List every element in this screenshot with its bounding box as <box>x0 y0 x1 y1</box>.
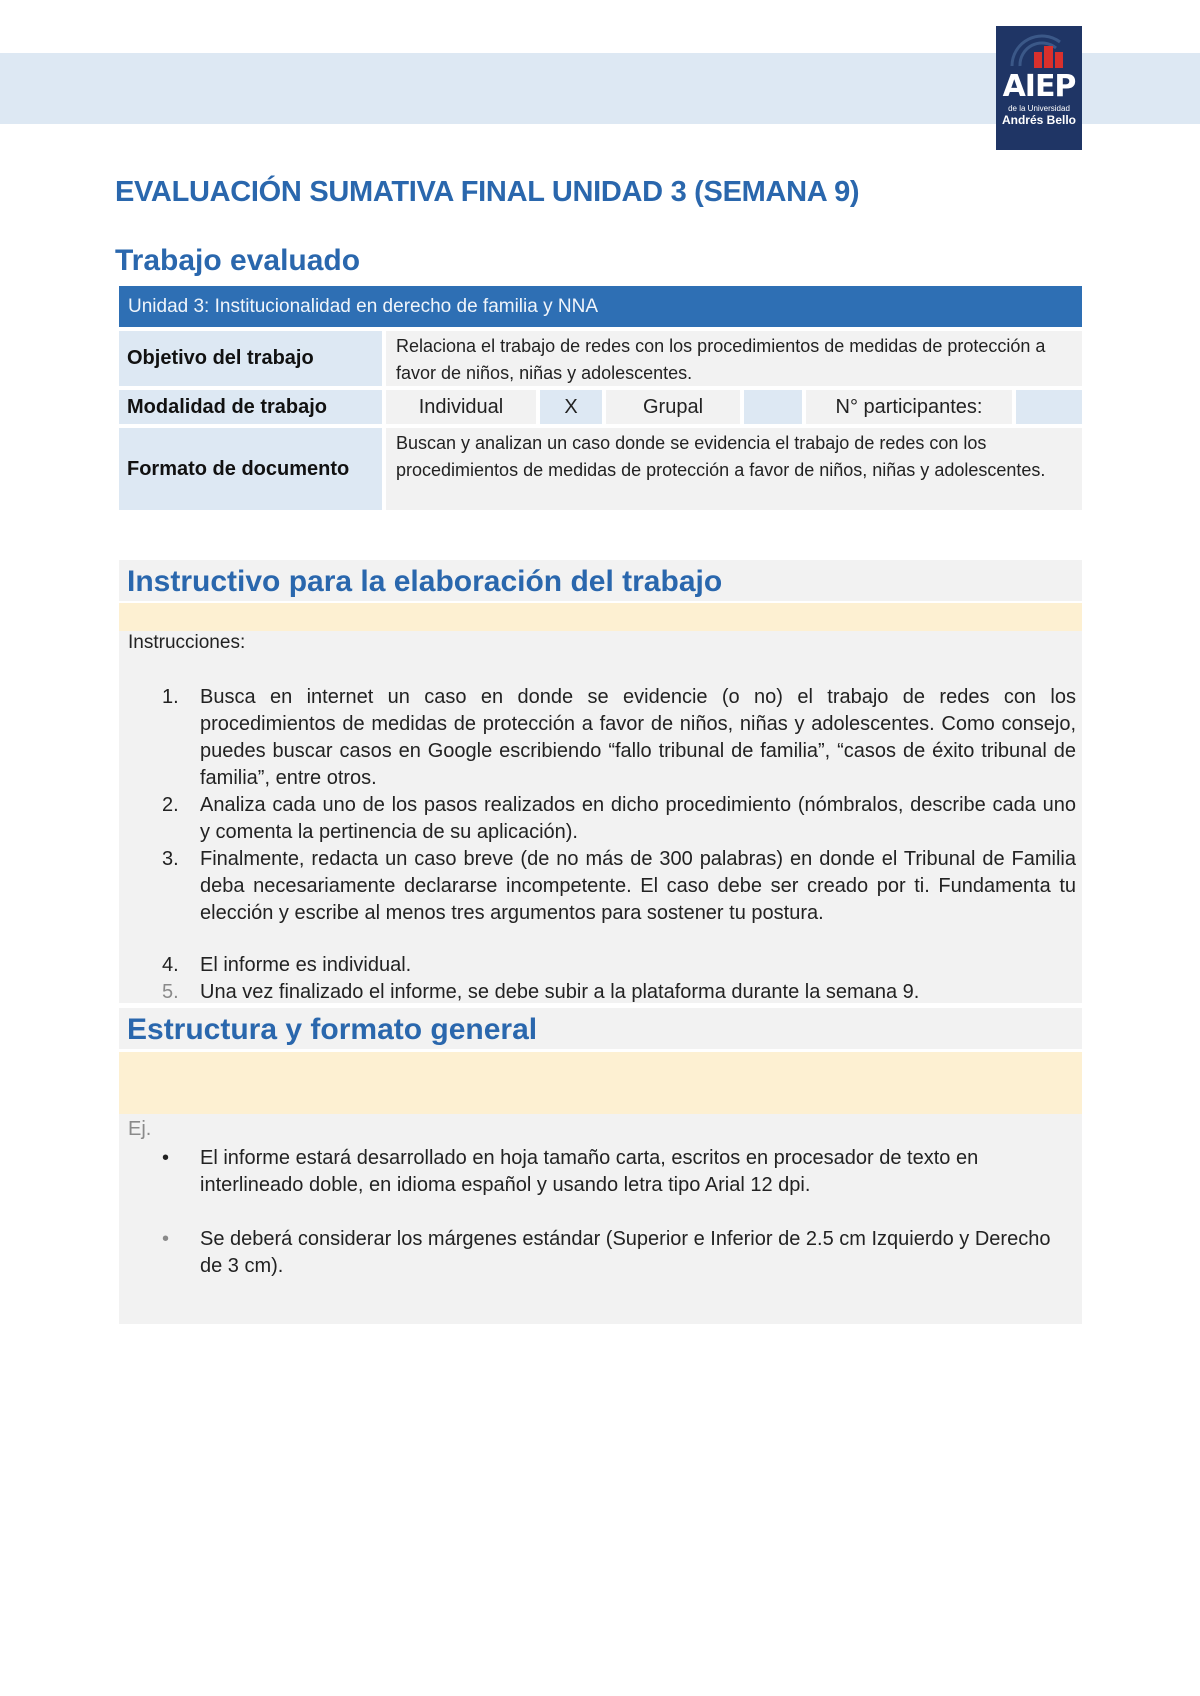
instrucciones-label: Instrucciones: <box>128 632 246 653</box>
objetivo-value: Relaciona el trabajo de redes con los procedimientos de medidas de protección a favor de niños, niñas y adolescentes. <box>386 331 1082 386</box>
list-item <box>128 1145 1076 1199</box>
objetivo-label: Objetivo del trabajo <box>119 331 382 386</box>
list-item <box>128 846 1076 927</box>
instructivo-highlight <box>119 603 1082 631</box>
list-number: 1. <box>162 686 179 708</box>
instructions-list <box>128 684 1076 1006</box>
bullet: • <box>162 1228 170 1250</box>
logo-brand: AIEP <box>1002 69 1076 104</box>
ejemplo-label: Ej. <box>128 1118 152 1140</box>
page-title: EVALUACIÓN SUMATIVA FINAL UNIDAD 3 (SEMANA 9) <box>115 176 860 208</box>
list-text: Analiza cada uno de los pasos realizados en dicho procedimiento (nómbralos, describe cada uno y comenta la pertinencia de su aplicación). <box>200 794 1076 843</box>
unit-bar: Unidad 3: Institucionalidad en derecho de familia y NNA <box>119 286 1082 327</box>
participantes-value <box>1016 390 1082 424</box>
section-heading-trabajo: Trabajo evaluado <box>115 244 361 277</box>
modalidad-label: Modalidad de trabajo <box>119 390 382 424</box>
list-text: El informe es individual. <box>200 954 412 976</box>
list-text: Finalmente, redacta un caso breve (de no más de 300 palabras) en donde el Tribunal de Familia deba necesariamente declararse incompetente. El caso debe ser creado por ti. Fundamenta tu elección y escribe al menos tres argumentos para sostener tu postura. <box>200 848 1076 924</box>
list-item <box>128 684 1076 792</box>
bullet: • <box>162 1147 170 1169</box>
aiep-logo <box>996 26 1082 150</box>
list-item <box>128 952 1076 979</box>
list-text: El informe estará desarrollado en hoja tamaño carta, escritos en procesador de texto en interlineado doble, en idioma español y usando letra tipo Arial 12 dpi. <box>200 1147 979 1196</box>
section-heading-estructura: Estructura y formato general <box>119 1008 1082 1049</box>
list-item <box>128 1226 1076 1280</box>
estructura-highlight <box>119 1052 1082 1114</box>
building-icon <box>1004 32 1074 72</box>
list-number: 3. <box>162 848 179 870</box>
formato-value: Buscan y analizan un caso donde se evidencia el trabajo de redes con los procedimientos de medidas de protección a favor de niños, niñas y adolescentes. <box>386 428 1082 510</box>
formato-label: Formato de documento <box>119 428 382 510</box>
section-heading-instructivo: Instructivo para la elaboración del trabajo <box>119 560 1082 601</box>
modalidad-individual: Individual <box>386 390 536 424</box>
list-text: Una vez finalizado el informe, se debe subir a la plataforma durante la semana 9. <box>200 981 920 1003</box>
list-item <box>128 979 1076 1006</box>
logo-university: Andrés Bello <box>1001 113 1076 127</box>
list-text: Busca en internet un caso en donde se evidencie (o no) el trabajo de redes con los procedimientos de medidas de protección a favor de niños, niñas y adolescentes. Como consejo, puedes buscar casos en Google escribiendo “fallo tribunal de familia”, “casos de éxito tribunal de familia”, entre otros. <box>200 686 1076 789</box>
individual-mark: X <box>540 390 602 424</box>
list-text: Se deberá considerar los márgenes estándar (Superior e Inferior de 2.5 cm Izquierdo y Derecho de 3 cm). <box>200 1228 1051 1277</box>
participantes-label: N° participantes: <box>806 390 1012 424</box>
logo-subtitle: de la Universidad <box>1008 104 1070 113</box>
list-item <box>128 792 1076 846</box>
list-number: 2. <box>162 794 179 816</box>
list-number: 5. <box>162 981 179 1003</box>
modalidad-grupal: Grupal <box>606 390 740 424</box>
list-number: 4. <box>162 954 179 976</box>
grupal-mark <box>744 390 802 424</box>
format-list <box>128 1145 1076 1307</box>
